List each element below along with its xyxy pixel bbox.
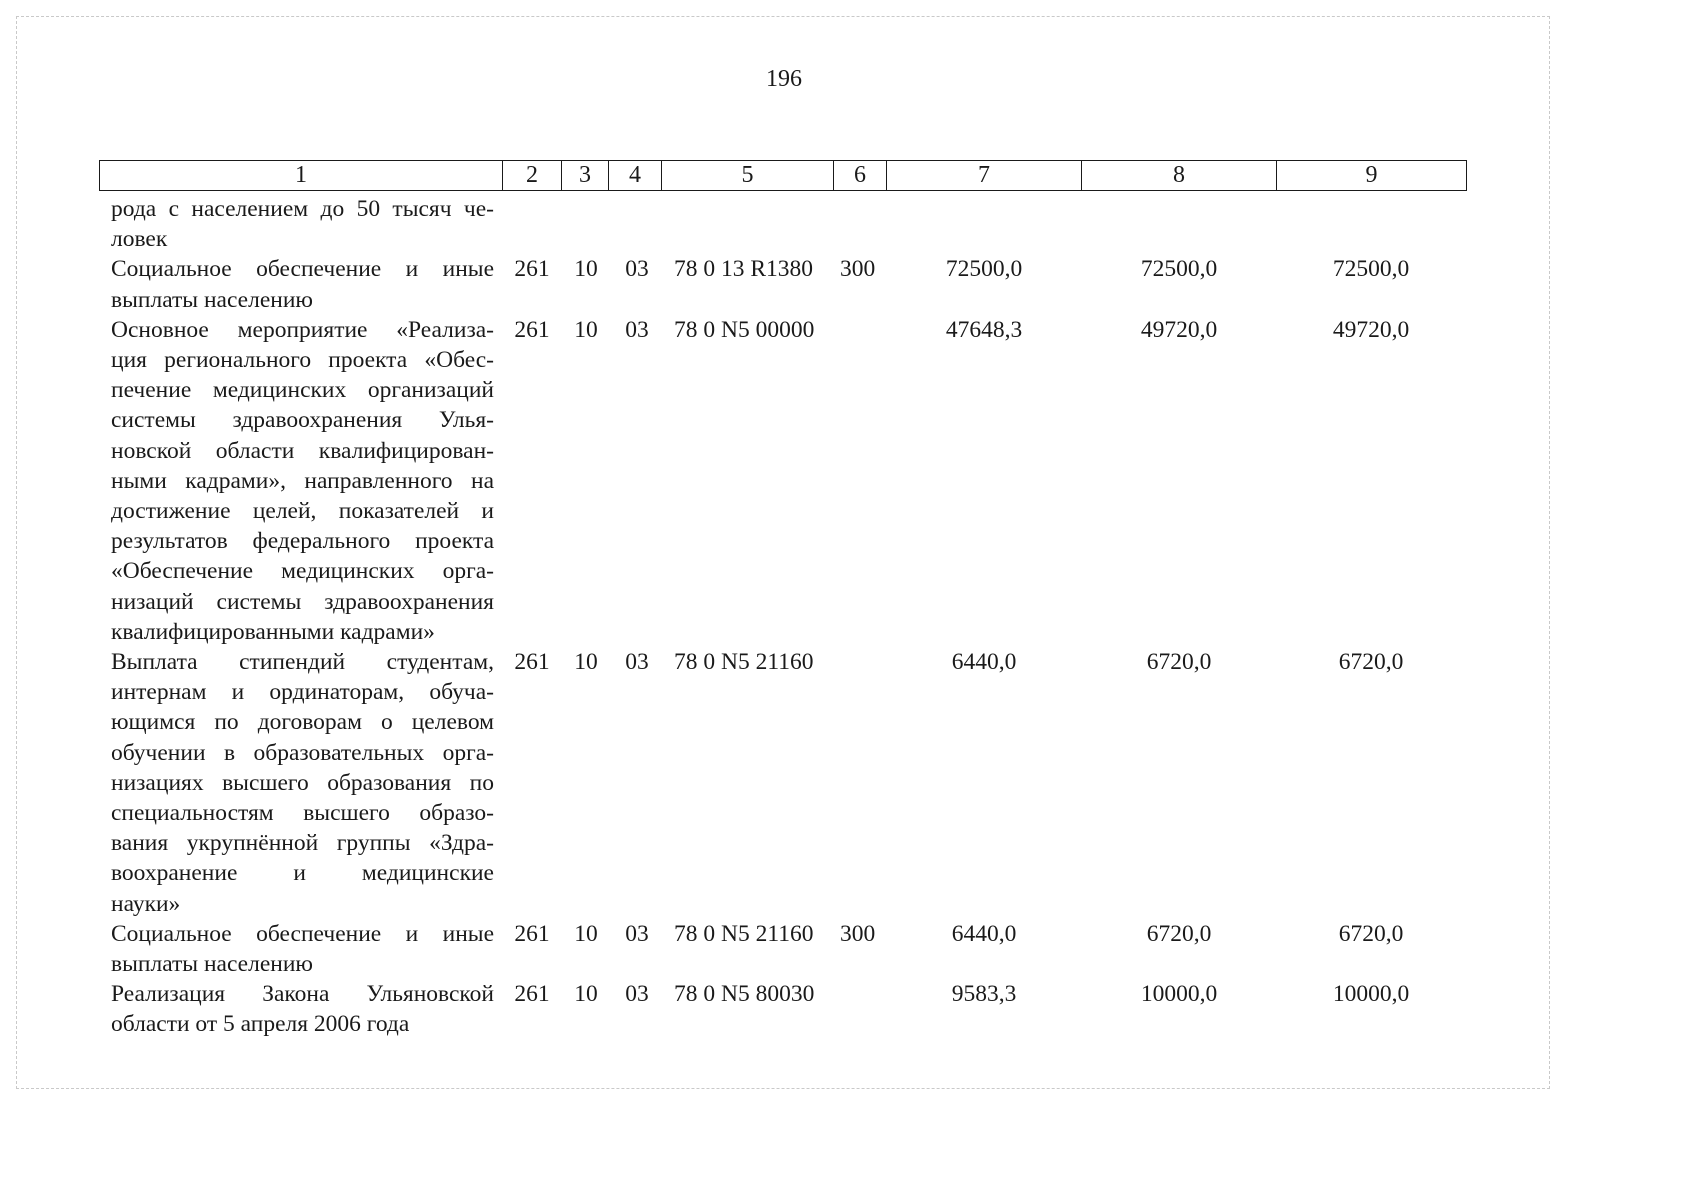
description-line: обучении в образовательных орга- bbox=[111, 739, 494, 766]
description-line: специальностям высшего образо- bbox=[111, 800, 494, 827]
description-line: выплаты населению bbox=[111, 286, 313, 313]
table-row bbox=[0, 647, 1568, 919]
cell-c9: 6720,0 bbox=[1338, 649, 1404, 676]
description-line: Социальное обеспечение и иные bbox=[111, 256, 494, 283]
cell-c9: 10000,0 bbox=[1332, 981, 1410, 1008]
description-line: интернам и ординаторам, обуча- bbox=[111, 679, 494, 706]
description-line: области от 5 апреля 2006 года bbox=[111, 1011, 410, 1038]
table-row bbox=[0, 315, 1568, 647]
description-line: печение медицинских организаций bbox=[111, 377, 494, 404]
header-row bbox=[100, 161, 1467, 191]
cell-c9: 72500,0 bbox=[1332, 256, 1410, 283]
header-col-4: 4 bbox=[609, 161, 662, 191]
cell-c4: 03 bbox=[625, 649, 649, 676]
cell-c3: 10 bbox=[574, 981, 598, 1008]
description-line: воохранение и медицинские bbox=[111, 860, 494, 887]
cell-c7: 47648,3 bbox=[945, 316, 1023, 343]
cell-c7: 6440,0 bbox=[951, 649, 1017, 676]
header-col-1: 1 bbox=[100, 161, 503, 191]
cell-c4: 03 bbox=[625, 920, 649, 947]
cell-c9: 6720,0 bbox=[1338, 920, 1404, 947]
row-description bbox=[111, 315, 494, 647]
cell-c3: 10 bbox=[574, 256, 598, 283]
cell-c6: 300 bbox=[840, 256, 876, 283]
cell-c9: 49720,0 bbox=[1332, 316, 1410, 343]
cell-c8: 72500,0 bbox=[1140, 256, 1218, 283]
cell-c5: 78 0 13 R1380 bbox=[674, 256, 814, 283]
cell-c2: 261 bbox=[514, 920, 550, 947]
cell-c3: 10 bbox=[574, 649, 598, 676]
cell-c6: 300 bbox=[840, 920, 876, 947]
cell-c5: 78 0 N5 21160 bbox=[674, 920, 814, 947]
column-number-header bbox=[99, 160, 1467, 191]
cell-c2: 261 bbox=[514, 316, 550, 343]
description-line: ными кадрами», направленного на bbox=[111, 467, 494, 494]
row-description bbox=[111, 919, 494, 979]
header-col-6: 6 bbox=[834, 161, 887, 191]
row-description bbox=[111, 254, 494, 314]
cell-c4: 03 bbox=[625, 316, 649, 343]
description-line: ция регионального проекта «Обес- bbox=[111, 347, 494, 374]
cell-c5: 78 0 N5 00000 bbox=[674, 316, 815, 343]
description-line: Выплата стипендий студентам, bbox=[111, 649, 494, 676]
description-line: новской области квалифицирован- bbox=[111, 437, 494, 464]
description-line: достижение целей, показателей и bbox=[111, 498, 494, 525]
table-row bbox=[0, 919, 1568, 979]
description-line: низаций системы здравоохранения bbox=[111, 588, 494, 615]
cell-c2: 261 bbox=[514, 256, 550, 283]
description-line: низациях высшего образования по bbox=[111, 769, 494, 796]
cell-c7: 72500,0 bbox=[945, 256, 1023, 283]
header-col-2: 2 bbox=[503, 161, 562, 191]
description-line: ющимся по договорам о целевом bbox=[111, 709, 494, 736]
cell-c2: 261 bbox=[514, 981, 550, 1008]
description-line: ловек bbox=[111, 226, 168, 253]
table-row bbox=[0, 194, 1568, 254]
cell-c7: 9583,3 bbox=[951, 981, 1017, 1008]
header-col-5: 5 bbox=[662, 161, 834, 191]
cell-c3: 10 bbox=[574, 920, 598, 947]
table-row bbox=[0, 254, 1568, 314]
cell-c2: 261 bbox=[514, 649, 550, 676]
cell-c4: 03 bbox=[625, 981, 649, 1008]
row-description bbox=[111, 647, 494, 919]
description-line: науки» bbox=[111, 890, 181, 917]
description-line: выплаты населению bbox=[111, 951, 313, 978]
description-line: Основное мероприятие «Реализа- bbox=[111, 316, 494, 343]
cell-c5: 78 0 N5 80030 bbox=[674, 981, 815, 1008]
description-line: результатов федерального проекта bbox=[111, 528, 494, 555]
cell-c8: 6720,0 bbox=[1146, 649, 1212, 676]
cell-c3: 10 bbox=[574, 316, 598, 343]
description-line: системы здравоохранения Улья- bbox=[111, 407, 494, 434]
row-description bbox=[111, 194, 494, 254]
page-number: 196 bbox=[766, 66, 802, 92]
cell-c4: 03 bbox=[625, 256, 649, 283]
table-body bbox=[0, 194, 1568, 1040]
cell-c8: 10000,0 bbox=[1140, 981, 1218, 1008]
cell-c8: 6720,0 bbox=[1146, 920, 1212, 947]
description-line: Реализация Закона Ульяновской bbox=[111, 981, 494, 1008]
header-col-3: 3 bbox=[562, 161, 609, 191]
header-col-9: 9 bbox=[1277, 161, 1467, 191]
description-line: «Обеспечение медицинских орга- bbox=[111, 558, 494, 585]
table-row bbox=[0, 979, 1568, 1039]
description-line: вания укрупнённой группы «Здра- bbox=[111, 830, 494, 857]
description-line: квалифицированными кадрами» bbox=[111, 618, 435, 645]
cell-c7: 6440,0 bbox=[951, 920, 1017, 947]
cell-c8: 49720,0 bbox=[1140, 316, 1218, 343]
header-col-7: 7 bbox=[887, 161, 1082, 191]
description-line: рода с населением до 50 тысяч че- bbox=[111, 196, 494, 222]
cell-c5: 78 0 N5 21160 bbox=[674, 649, 814, 676]
row-description bbox=[111, 979, 494, 1039]
description-line: Социальное обеспечение и иные bbox=[111, 920, 494, 947]
header-col-8: 8 bbox=[1082, 161, 1277, 191]
